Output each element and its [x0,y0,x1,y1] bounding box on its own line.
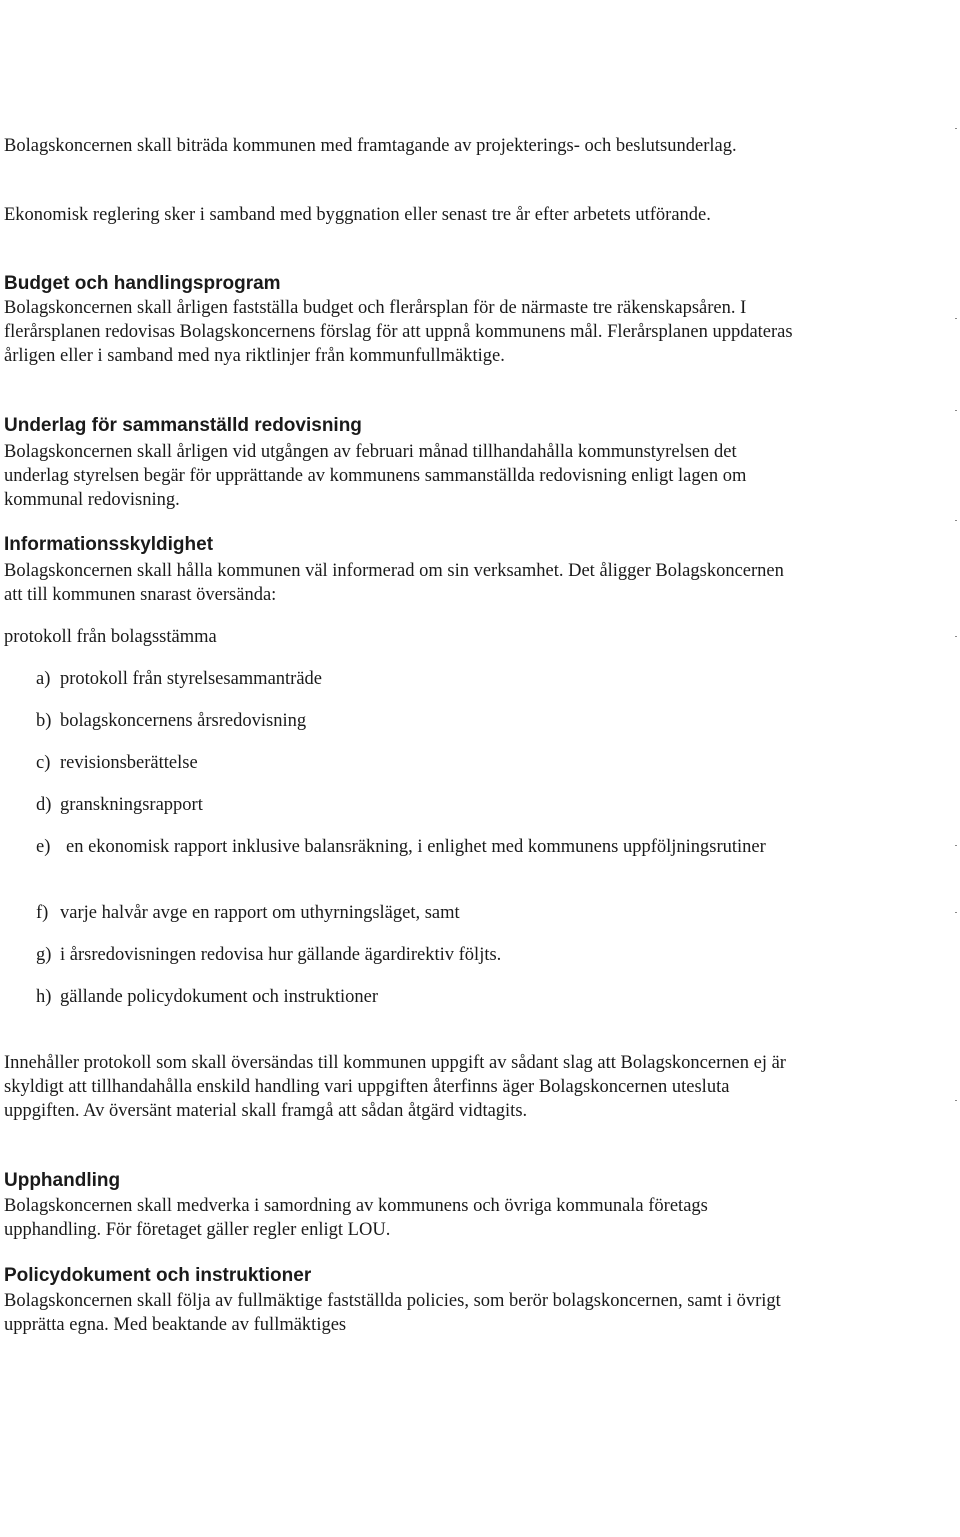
list-marker: c) [36,753,51,773]
list-marker: d) [36,795,52,815]
scan-mark [955,636,957,637]
scan-mark [955,128,957,129]
list-item-d [36,793,796,817]
list-item-text: revisionsberättelse [60,753,198,773]
list-item-c [36,751,796,775]
paragraph-policydokument: Bolagskoncernen skall följa av fullmäktige fastställda policies, som berör bolagskoncernen, samt i övrigt upprätta egna. Med beaktande av fullmäktiges [4,1291,781,1335]
scan-mark [955,1100,957,1101]
list-item-text: granskningsrapport [60,795,203,815]
heading-budget: Budget och handlingsprogram [4,273,281,294]
list-marker: a) [36,669,51,689]
paragraph-informationsskyldighet: Bolagskoncernen skall hålla kommunen väl informerad om sin verksamhet. Det åligger Bolagskoncernen att till kommunen snarast översända: [4,561,784,605]
scan-mark [955,318,957,319]
scan-mark [955,845,957,846]
heading-underlag: Underlag för sammanställd redovisning [4,415,362,436]
list-item-a [36,667,796,691]
list-marker: e) [36,837,51,857]
paragraph-projektering: Bolagskoncernen skall biträda kommunen med framtagande av projekterings- och beslutsunderlag. [4,136,737,156]
heading-policydokument: Policydokument och instruktioner [4,1265,312,1286]
scan-mark [955,520,957,521]
list-item-text: bolagskoncernens årsredovisning [60,711,307,731]
list-item-text: protokoll från styrelsesammanträde [60,669,322,689]
paragraph-informationsskyldighet-closing: Innehåller protokoll som skall översändas till kommunen uppgift av sådant slag att Bolagskoncernen ej är skyldigt att tillhandahålla enskild handling vari uppgiften återfinns äger Bolagskoncernen utesluta uppgiften. Av översänt material skall framgå att sådan åtgärd vidtagits. [4,1053,786,1121]
list-item-text: i årsredovisningen redovisa hur gällande ägardirektiv följts. [60,945,502,965]
paragraph-upphandling: Bolagskoncernen skall medverka i samordning av kommunens och övriga kommunala företags upphandling. För företaget gäller regler enligt LOU. [4,1196,708,1240]
list-marker: f) [36,903,49,923]
scan-mark [955,410,957,411]
list-item-h [36,985,796,1009]
list-item-f [36,901,796,925]
paragraph-underlag: Bolagskoncernen skall årligen vid utgången av februari månad tillhandahålla kommunstyrelsen det underlag styrelsen begär för upprättande av kommunens sammanställda redovisning enligt lagen om kommunal redovisning. [4,442,747,510]
heading-upphandling: Upphandling [4,1170,121,1191]
list-marker: h) [36,987,52,1007]
list-item-g [36,943,796,967]
list-item-text: varje halvår avge en rapport om uthyrningsläget, samt [60,903,460,923]
list-item-text: gällande policydokument och instruktioner [60,987,379,1007]
list-intro-item: protokoll från bolagsstämma [4,627,217,647]
list-item-e [36,835,766,859]
paragraph-ekonomisk-reglering: Ekonomisk reglering sker i samband med byggnation eller senast tre år efter arbetets utförande. [4,205,711,225]
list-marker: g) [36,945,52,965]
list-marker: b) [36,711,52,731]
paragraph-budget: Bolagskoncernen skall årligen fastställa budget och flerårsplan för de närmaste tre räkenskapsåren. I flerårsplanen redovisas Bolagskoncernens förslag för att uppnå kommunens mål. Flerårsplanen uppdateras årligen eller i samband med nya riktlinjer från kommunfullmäktige. [4,298,793,366]
heading-informationsskyldighet: Informationsskyldighet [4,534,214,555]
list-item-b [36,709,796,733]
list-item-text: en ekonomisk rapport inklusive balansräkning, i enlighet med kommunens uppföljningsrutiner [66,837,766,857]
scan-mark [955,912,957,913]
